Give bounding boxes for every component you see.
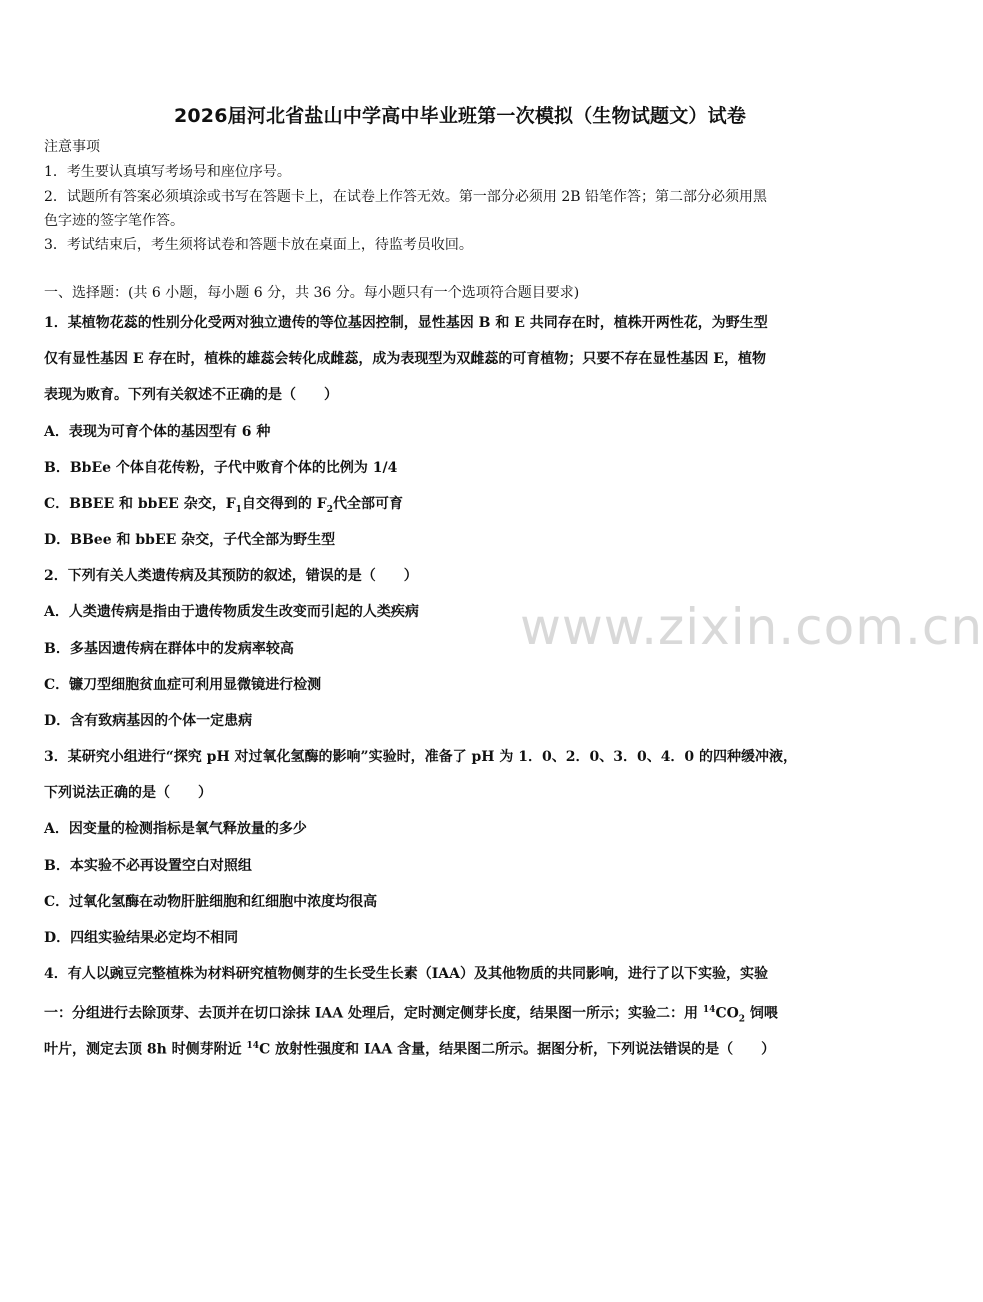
section-heading: 一、选择题：(共 6 小题，每小题 6 分，共 36 分。每小题只有一个选项符合题目要求)	[44, 285, 580, 301]
q1-option-a: A．表现为可育个体的基因型有 6 种	[44, 424, 271, 440]
q3-stem-line-2: 下列说法正确的是（ ）	[44, 785, 212, 801]
q2-option-d: D．含有致病基因的个体一定患病	[44, 713, 253, 729]
q4-stem-line-3: 叶片，测定去顶 8h 时侧芽附近 $^{14}$C 放射性强度和 IAA 含量，结果图二所示。据图分析，下列说法错误的是（ ）	[44, 1041, 776, 1058]
notice-item-2-cont: 色字迹的签字笔作答。	[44, 213, 184, 229]
q3-option-b: B．本实验不必再设置空白对照组	[44, 858, 252, 874]
watermark: www.zixin.com.cn	[520, 598, 983, 656]
notice-heading: 注意事项	[44, 139, 100, 155]
q3-option-d: D．四组实验结果必定均不相同	[44, 930, 239, 946]
q1-option-d: D．BBee 和 bbEE 杂交，子代全部为野生型	[44, 532, 336, 548]
q3-option-c: C．过氧化氢酶在动物肝脏细胞和红细胞中浓度均很高	[44, 894, 378, 910]
q3-option-a: A．因变量的检测指标是氧气释放量的多少	[44, 821, 307, 837]
q2-option-b: B．多基因遗传病在群体中的发病率较高	[44, 641, 294, 657]
notice-item-2: 2．试题所有答案必须填涂或书写在答题卡上，在试卷上作答无效。第一部分必须用 2B 铅笔作答；第二部分必须用黑	[44, 189, 767, 205]
q1-stem-line-2: 仅有显性基因 E 存在时，植株的雄蕊会转化成雌蕊，成为表现型为双雌蕊的可育植物；只要不存在显性基因 E，植物	[44, 351, 766, 367]
q3-stem-line-1: 3．某研究小组进行“探究 pH 对过氧化氢酶的影响”实验时，准备了 pH 为 1．0、2．0、3．0、4．0 的四种缓冲液，	[44, 749, 798, 765]
q2-option-c: C．镰刀型细胞贫血症可利用显微镜进行检测	[44, 677, 322, 693]
q1-stem-line-3: 表现为败育。下列有关叙述不正确的是（ ）	[44, 387, 338, 403]
q1-option-b: B．BbEe 个体自花传粉，子代中败育个体的比例为 1/4	[44, 460, 398, 476]
q2-stem: 2．下列有关人类遗传病及其预防的叙述，错误的是（ ）	[44, 568, 418, 584]
q1-stem-line-1: 1．某植物花蕊的性别分化受两对独立遗传的等位基因控制，显性基因 B 和 E 共同存在时，植株开两性花，为野生型	[44, 315, 768, 331]
q4-stem-line-1: 4．有人以豌豆完整植株为材料研究植物侧芽的生长受生长素（IAA）及其他物质的共同影响，进行了以下实验，实验	[44, 966, 769, 982]
q4-stem-line-2: 一：分组进行去除顶芽、去顶并在切口涂抹 IAA 处理后，定时测定侧芽长度，结果图一所示；实验二：用 $^{14}CO_2$ 饲喂	[44, 1005, 778, 1025]
notice-item-1: 1．考生要认真填写考场号和座位序号。	[44, 164, 291, 180]
notice-item-3: 3．考试结束后，考生须将试卷和答题卡放在桌面上，待监考员收回。	[44, 237, 473, 253]
page-title: 2026届河北省盐山中学高中毕业班第一次模拟（生物试题文）试卷	[173, 105, 747, 127]
q1-option-c: C．BBEE 和 bbEE 杂交，$F_1$自交得到的 $F_2$代全部可育	[44, 496, 403, 515]
q2-option-a: A．人类遗传病是指由于遗传物质发生改变而引起的人类疾病	[44, 604, 419, 620]
